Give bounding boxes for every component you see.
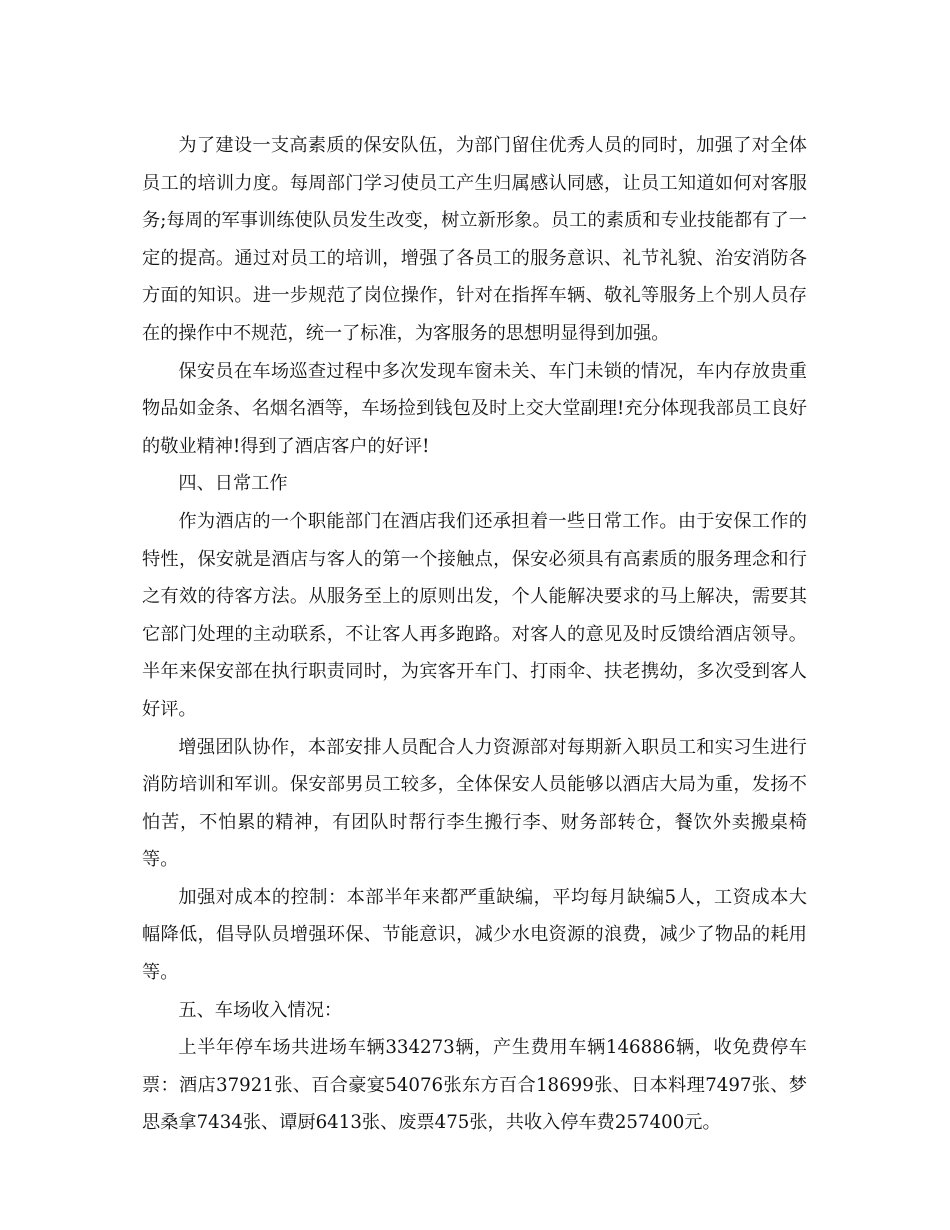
section-heading-daily-work: 四、日常工作 — [178, 473, 288, 495]
paragraph-staff-training: 为了建设一支高素质的保安队伍，为部门留住优秀人员的同时，加强了对全体员工的培训力度。每周部门学习使员工产生归属感认同感，让员工知道如何对客服务;每周的军事训练使队员发生改变，树立新形象。员工的素质和专业技能都有了一定的提高。通过对员工的培训，增强了各员工的服务意识、礼节礼貌、治安消防各方面的知识。进一步规范了岗位操作，针对在指挥车辆、敬礼等服务上个别人员存在的操作中不规范，统一了标准，为客服务的思想明显得到加强。 — [142, 135, 807, 344]
paragraph-parking-patrol: 保安员在车场巡查过程中多次发现车窗未关、车门未锁的情况，车内存放贵重物品如金条、名烟名酒等，车场捡到钱包及时上交大堂副理!充分体现我部员工良好的敬业精神!得到了酒店客户的好评! — [142, 360, 807, 457]
paragraph-team-cooperation: 增强团队协作，本部安排人员配合人力资源部对每期新入职员工和实习生进行消防培训和军训。保安部男员工较多，全体保安人员能够以酒店大局为重，发扬不怕苦，不怕累的精神，有团队时帮行李生搬行李、财务部转仓，餐饮外卖搬桌椅等。 — [142, 736, 807, 871]
paragraph-daily-work: 作为酒店的一个职能部门在酒店我们还承担着一些日常工作。由于安保工作的特性，保安就是酒店与客人的第一个接触点，保安必须具有高素质的服务理念和行之有效的待客方法。从服务至上的原则出发，个人能解决要求的马上解决，需要其它部门处理的主动联系，不让客人再多跑路。对客人的意见及时反馈给酒店领导。半年来保安部在执行职责同时，为宾客开车门、打雨伞、扶老携幼，多次受到客人好评。 — [142, 510, 807, 720]
paragraph-parking-income: 上半年停车场共进场车辆334273辆，产生费用车辆146886辆，收免费停车票：酒店37921张、百合豪宴54076张东方百合18699张、日本料理7497张、梦思桑拿7434张、谭厨6413张、废票475张，共收入停车费257400元。 — [142, 1037, 807, 1134]
document-body — [142, 127, 807, 1142]
section-heading-parking-income: 五、车场收入情况： — [178, 999, 343, 1021]
paragraph-cost-control: 加强对成本的控制：本部半年来都严重缺编，平均每月缺编5人，工资成本大幅降低，倡导队员增强环保、节能意识，减少水电资源的浪费，减少了物品的耗用等。 — [142, 886, 807, 984]
